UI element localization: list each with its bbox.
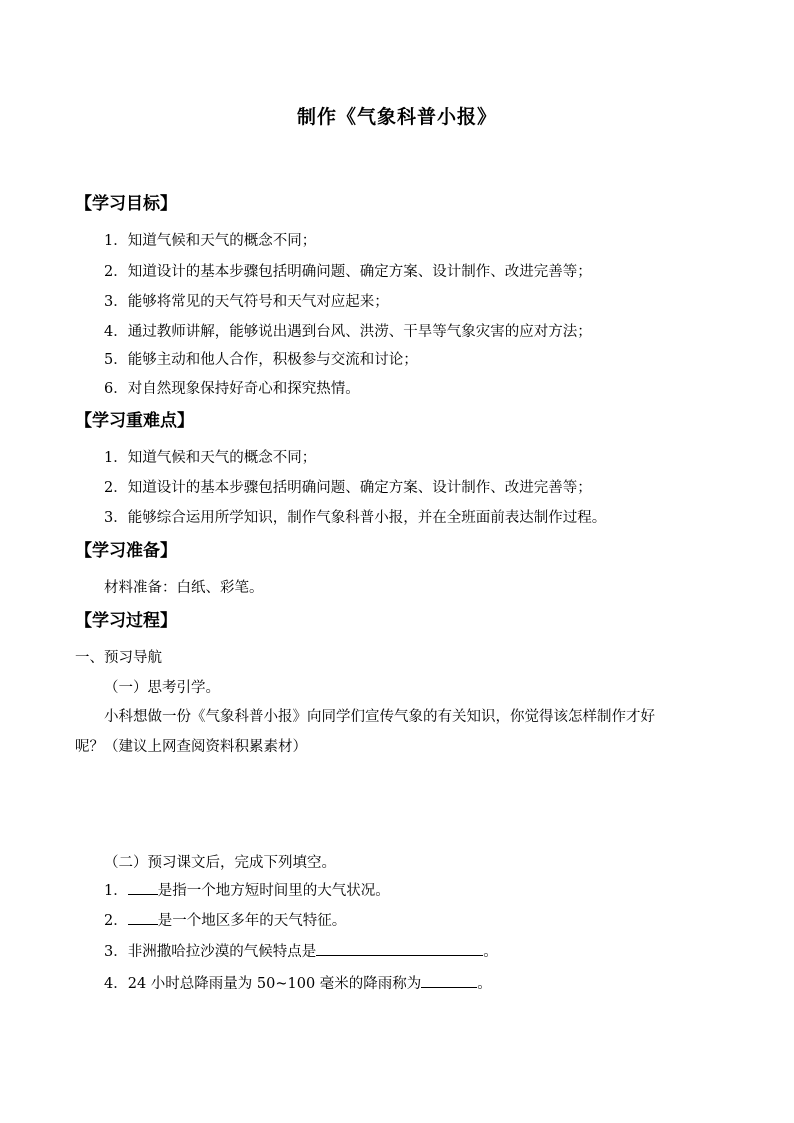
goal-item: 2．知道设计的基本步骤包括明确问题、确定方案、设计制作、改进完善等；	[104, 264, 592, 280]
goal-item: 1．知道气候和天气的概念不同；	[104, 233, 317, 249]
sub1-text-line1: 小科想做一份《气象科普小报》向同学们宣传气象的有关知识，你觉得该怎样制作才好	[104, 709, 655, 725]
answer-blank[interactable]	[421, 973, 477, 988]
goal-item: 4．通过教师讲解，能够说出遇到台风、洪涝、干旱等气象灾害的应对方法；	[104, 324, 592, 340]
answer-blank[interactable]	[128, 910, 158, 925]
fill-suffix: 是一个地区多年的天气特征。	[157, 913, 347, 929]
answer-blank[interactable]	[316, 941, 483, 956]
fill-prefix: 4．24 小时总降雨量为 50~100 毫米的降雨称为	[104, 976, 422, 992]
goal-item: 3．能够将常见的天气符号和天气对应起来；	[104, 294, 389, 310]
fill-prefix: 3．非洲撒哈拉沙漠的气候特点是	[104, 944, 317, 960]
fill-suffix: 是指一个地方短时间里的大气状况。	[157, 883, 390, 899]
fill-suffix: 。	[477, 976, 492, 992]
preparation-text: 材料准备：白纸、彩笔。	[104, 580, 264, 596]
answer-blank[interactable]	[128, 880, 158, 895]
fill-suffix: 。	[483, 944, 498, 960]
process-heading: 【学习过程】	[75, 611, 177, 631]
sub2-title: （二）预习课文后，完成下列填空。	[104, 855, 336, 871]
sub1-text-line2: 呢？（建议上网查阅资料积累素材）	[75, 739, 307, 755]
key-point-item: 2．知道设计的基本步骤包括明确问题、确定方案、设计制作、改进完善等；	[104, 480, 592, 496]
sub1-title: （一）思考引学。	[104, 680, 220, 696]
key-point-item: 3．能够综合运用所学知识，制作气象科普小报，并在全班面前表达制作过程。	[104, 510, 607, 526]
key-point-item: 1．知道气候和天气的概念不同；	[104, 450, 317, 466]
fill-prefix: 1．	[104, 883, 128, 899]
preparation-heading: 【学习准备】	[75, 541, 177, 561]
key-points-heading: 【学习重难点】	[75, 411, 194, 431]
fill-item-2	[104, 910, 346, 931]
part1-title: 一、预习导航	[75, 650, 162, 666]
fill-item-3	[104, 941, 498, 962]
fill-prefix: 2．	[104, 913, 128, 929]
fill-item-4	[104, 973, 492, 994]
goal-item: 6．对自然现象保持好奇心和探究热情。	[104, 381, 360, 397]
document-title: 制作《气象科普小报》	[296, 106, 497, 128]
goals-heading: 【学习目标】	[75, 194, 177, 214]
goal-item: 5．能够主动和他人合作，积极参与交流和讨论；	[104, 352, 418, 368]
fill-item-1	[104, 880, 390, 901]
